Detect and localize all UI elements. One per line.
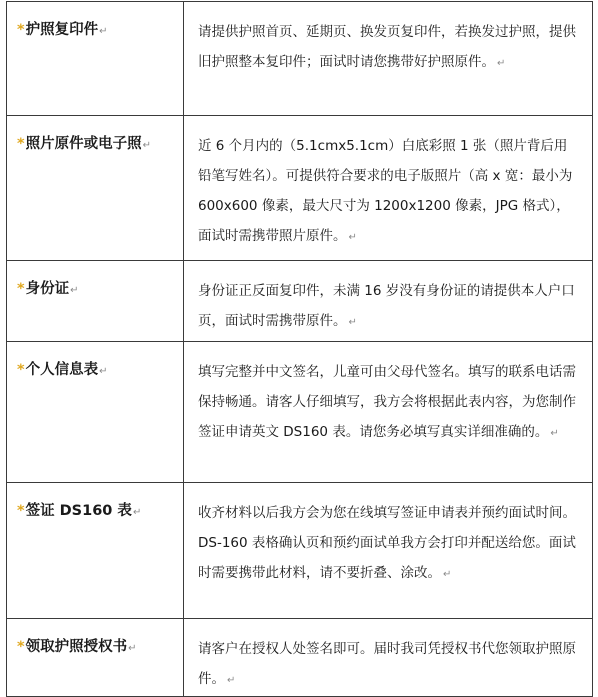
paragraph-mark-icon: ↵ — [99, 26, 108, 37]
row-label: 个人信息表 — [25, 362, 99, 378]
row-description: 身份证正反面复印件，未满 16 岁没有身份证的请提供本人户口页，面试时需携带原件。 — [198, 283, 575, 329]
star-bullet-icon: * — [17, 639, 25, 655]
table-row — [7, 619, 593, 697]
row-description: 收齐材料以后我方会为您在线填写签证申请表并预约面试时间。DS-160 表格确认页和预约面试单我方会打印并配送给您。面试时需要携带此材料，请不要折叠、涂改。 — [198, 505, 576, 581]
row-label-cell — [7, 619, 184, 697]
row-label-cell — [7, 2, 184, 116]
row-label: 签证 DS160 表 — [25, 503, 132, 519]
row-label: 领取护照授权书 — [25, 639, 128, 655]
table-row — [7, 261, 593, 342]
star-bullet-icon: * — [17, 22, 25, 38]
row-label-cell — [7, 483, 184, 619]
paragraph-mark-icon: ↵ — [497, 58, 506, 69]
paragraph-mark-icon: ↵ — [348, 317, 357, 328]
table-row — [7, 2, 593, 116]
paragraph-mark-icon: ↵ — [550, 428, 559, 439]
table-row — [7, 116, 593, 261]
row-description: 请提供护照首页、延期页、换发页复印件，若换发过护照，提供旧护照整本复印件；面试时请您携带好护照原件。 — [198, 24, 576, 70]
row-description: 近 6 个月内的（5.1cmx5.1cm）白底彩照 1 张（照片背后用铅笔写姓名）。可提供符合要求的电子版照片（高 x 宽：最小为 600x600 像素，最大尺寸为 1200x1200 像素，JPG 格式），面试时需携带照片原件。 — [198, 138, 573, 244]
row-description-cell — [184, 483, 593, 619]
paragraph-mark-icon: ↵ — [70, 285, 79, 296]
row-label-cell — [7, 116, 184, 261]
paragraph-mark-icon: ↵ — [227, 675, 236, 686]
paragraph-mark-icon: ↵ — [99, 366, 108, 377]
row-description-cell — [184, 342, 593, 483]
paragraph-mark-icon: ↵ — [348, 232, 357, 243]
row-label-cell — [7, 261, 184, 342]
row-description-cell — [184, 2, 593, 116]
star-bullet-icon: * — [17, 503, 25, 519]
row-description: 请客户在授权人处签名即可。届时我司凭授权书代您领取护照原件。 — [198, 641, 576, 687]
row-description: 填写完整并中文签名，儿童可由父母代签名。填写的联系电话需保持畅通。请客人仔细填写，我方会将根据此表内容，为您制作签证申请英文 DS160 表。请您务必填写真实详细准确的。 — [198, 364, 576, 440]
row-label-cell — [7, 342, 184, 483]
row-description-cell — [184, 619, 593, 697]
row-label: 照片原件或电子照 — [25, 136, 142, 152]
row-label: 身份证 — [25, 281, 70, 297]
visa-materials-table — [6, 1, 593, 697]
star-bullet-icon: * — [17, 281, 25, 297]
paragraph-mark-icon: ↵ — [443, 569, 452, 580]
paragraph-mark-icon: ↵ — [128, 643, 137, 654]
paragraph-mark-icon: ↵ — [142, 140, 151, 151]
star-bullet-icon: * — [17, 362, 25, 378]
row-description-cell — [184, 116, 593, 261]
row-label: 护照复印件 — [25, 22, 99, 38]
paragraph-mark-icon: ↵ — [132, 507, 142, 518]
table-row — [7, 483, 593, 619]
star-bullet-icon: * — [17, 136, 25, 152]
table-row — [7, 342, 593, 483]
row-description-cell — [184, 261, 593, 342]
